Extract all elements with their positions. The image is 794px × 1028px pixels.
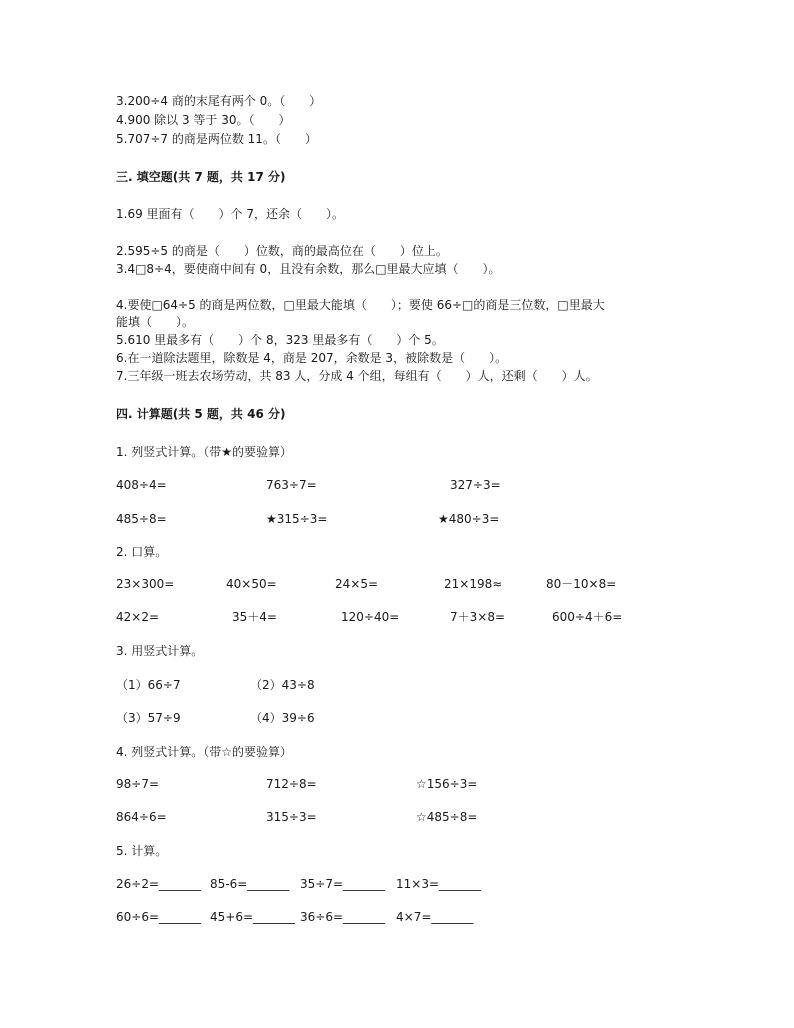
calc-q2-label: 2. 口算。 (116, 545, 168, 559)
q2-problem: 600÷4＋6= (552, 610, 623, 624)
judge-item-5: 5.707÷7 的商是两位数 11。（ ） (116, 132, 317, 146)
q2-problem: 42×2= (116, 610, 160, 624)
q1-problem: ★480÷3= (438, 512, 500, 526)
fill-item-3: 3.4□8÷4，要使商中间有 0，且没有余数，那么□里最大应填（ ）。 (116, 262, 501, 276)
q2-problem: 21×198≈ (444, 577, 503, 591)
calc-q5-label: 5. 计算。 (116, 844, 168, 858)
fill-item-6: 6.在一道除法题里，除数是 4，商是 207，余数是 3，被除数是（ ）。 (116, 351, 508, 365)
q4-problem: ☆156÷3= (416, 777, 478, 791)
q5-problem: 35÷7=_______ (300, 877, 386, 891)
q5-problem: 11×3=_______ (396, 877, 482, 891)
q5-problem: 4×7=_______ (396, 910, 474, 924)
fill-item-7: 7.三年级一班去农场劳动，共 83 人，分成 4 个组，每组有（ ）人，还剩（ ）人。 (116, 369, 598, 383)
judge-item-3: 3.200÷4 商的末尾有两个 0。（ ） (116, 94, 322, 108)
fill-item-1: 1.69 里面有（ ）个 7，还余（ ）。 (116, 207, 344, 221)
q5-problem: 85-6=_______ (210, 877, 290, 891)
q1-problem: 327÷3= (450, 478, 501, 492)
q3-problem: （1）66÷7 (116, 678, 181, 692)
q5-problem: 60÷6=_______ (116, 910, 202, 924)
q2-problem: 80－10×8= (546, 577, 617, 591)
q4-problem: 712÷8= (266, 777, 317, 791)
q1-problem: 408÷4= (116, 478, 167, 492)
q2-problem: 35＋4= (232, 610, 277, 624)
fill-item-4-line2: 能填（ ）。 (116, 315, 195, 329)
fill-item-2: 2.595÷5 的商是（ ）位数，商的最高位在（ ）位上。 (116, 244, 448, 258)
q2-problem: 24×5= (335, 577, 379, 591)
q5-problem: 26÷2=_______ (116, 877, 202, 891)
calc-q4-label: 4. 列竖式计算。（带☆的要验算） (116, 745, 293, 759)
q2-problem: 120÷40= (341, 610, 400, 624)
q1-problem: 485÷8= (116, 512, 167, 526)
q1-problem: ★315÷3= (266, 512, 328, 526)
q2-problem: 7＋3×8= (450, 610, 506, 624)
q3-problem: （3）57÷9 (116, 711, 181, 725)
q2-problem: 40×50= (226, 577, 277, 591)
section4-title: 四. 计算题(共 5 题，共 46 分) (116, 407, 286, 421)
q3-problem: （4）39÷6 (250, 711, 315, 725)
q3-problem: （2）43÷8 (250, 678, 315, 692)
calc-q1-label: 1. 列竖式计算。（带★的要验算） (116, 445, 293, 459)
q4-problem: 315÷3= (266, 810, 317, 824)
q4-problem: 864÷6= (116, 810, 167, 824)
fill-item-5: 5.610 里最多有（ ）个 8，323 里最多有（ ）个 5。 (116, 333, 444, 347)
q1-problem: 763÷7= (266, 478, 317, 492)
q5-problem: 36÷6=_______ (300, 910, 386, 924)
q4-problem: 98÷7= (116, 777, 160, 791)
judge-item-4: 4.900 除以 3 等于 30。（ ） (116, 113, 291, 127)
section3-title: 三. 填空题(共 7 题，共 17 分) (116, 170, 286, 184)
q2-problem: 23×300= (116, 577, 175, 591)
q4-problem: ☆485÷8= (416, 810, 478, 824)
fill-item-4-line1: 4.要使□64÷5 的商是两位数，□里最大能填（ ）；要使 66÷□的商是三位数，□里最大 (116, 298, 605, 312)
q5-problem: 45+6=_______ (210, 910, 296, 924)
calc-q3-label: 3. 用竖式计算。 (116, 644, 204, 658)
